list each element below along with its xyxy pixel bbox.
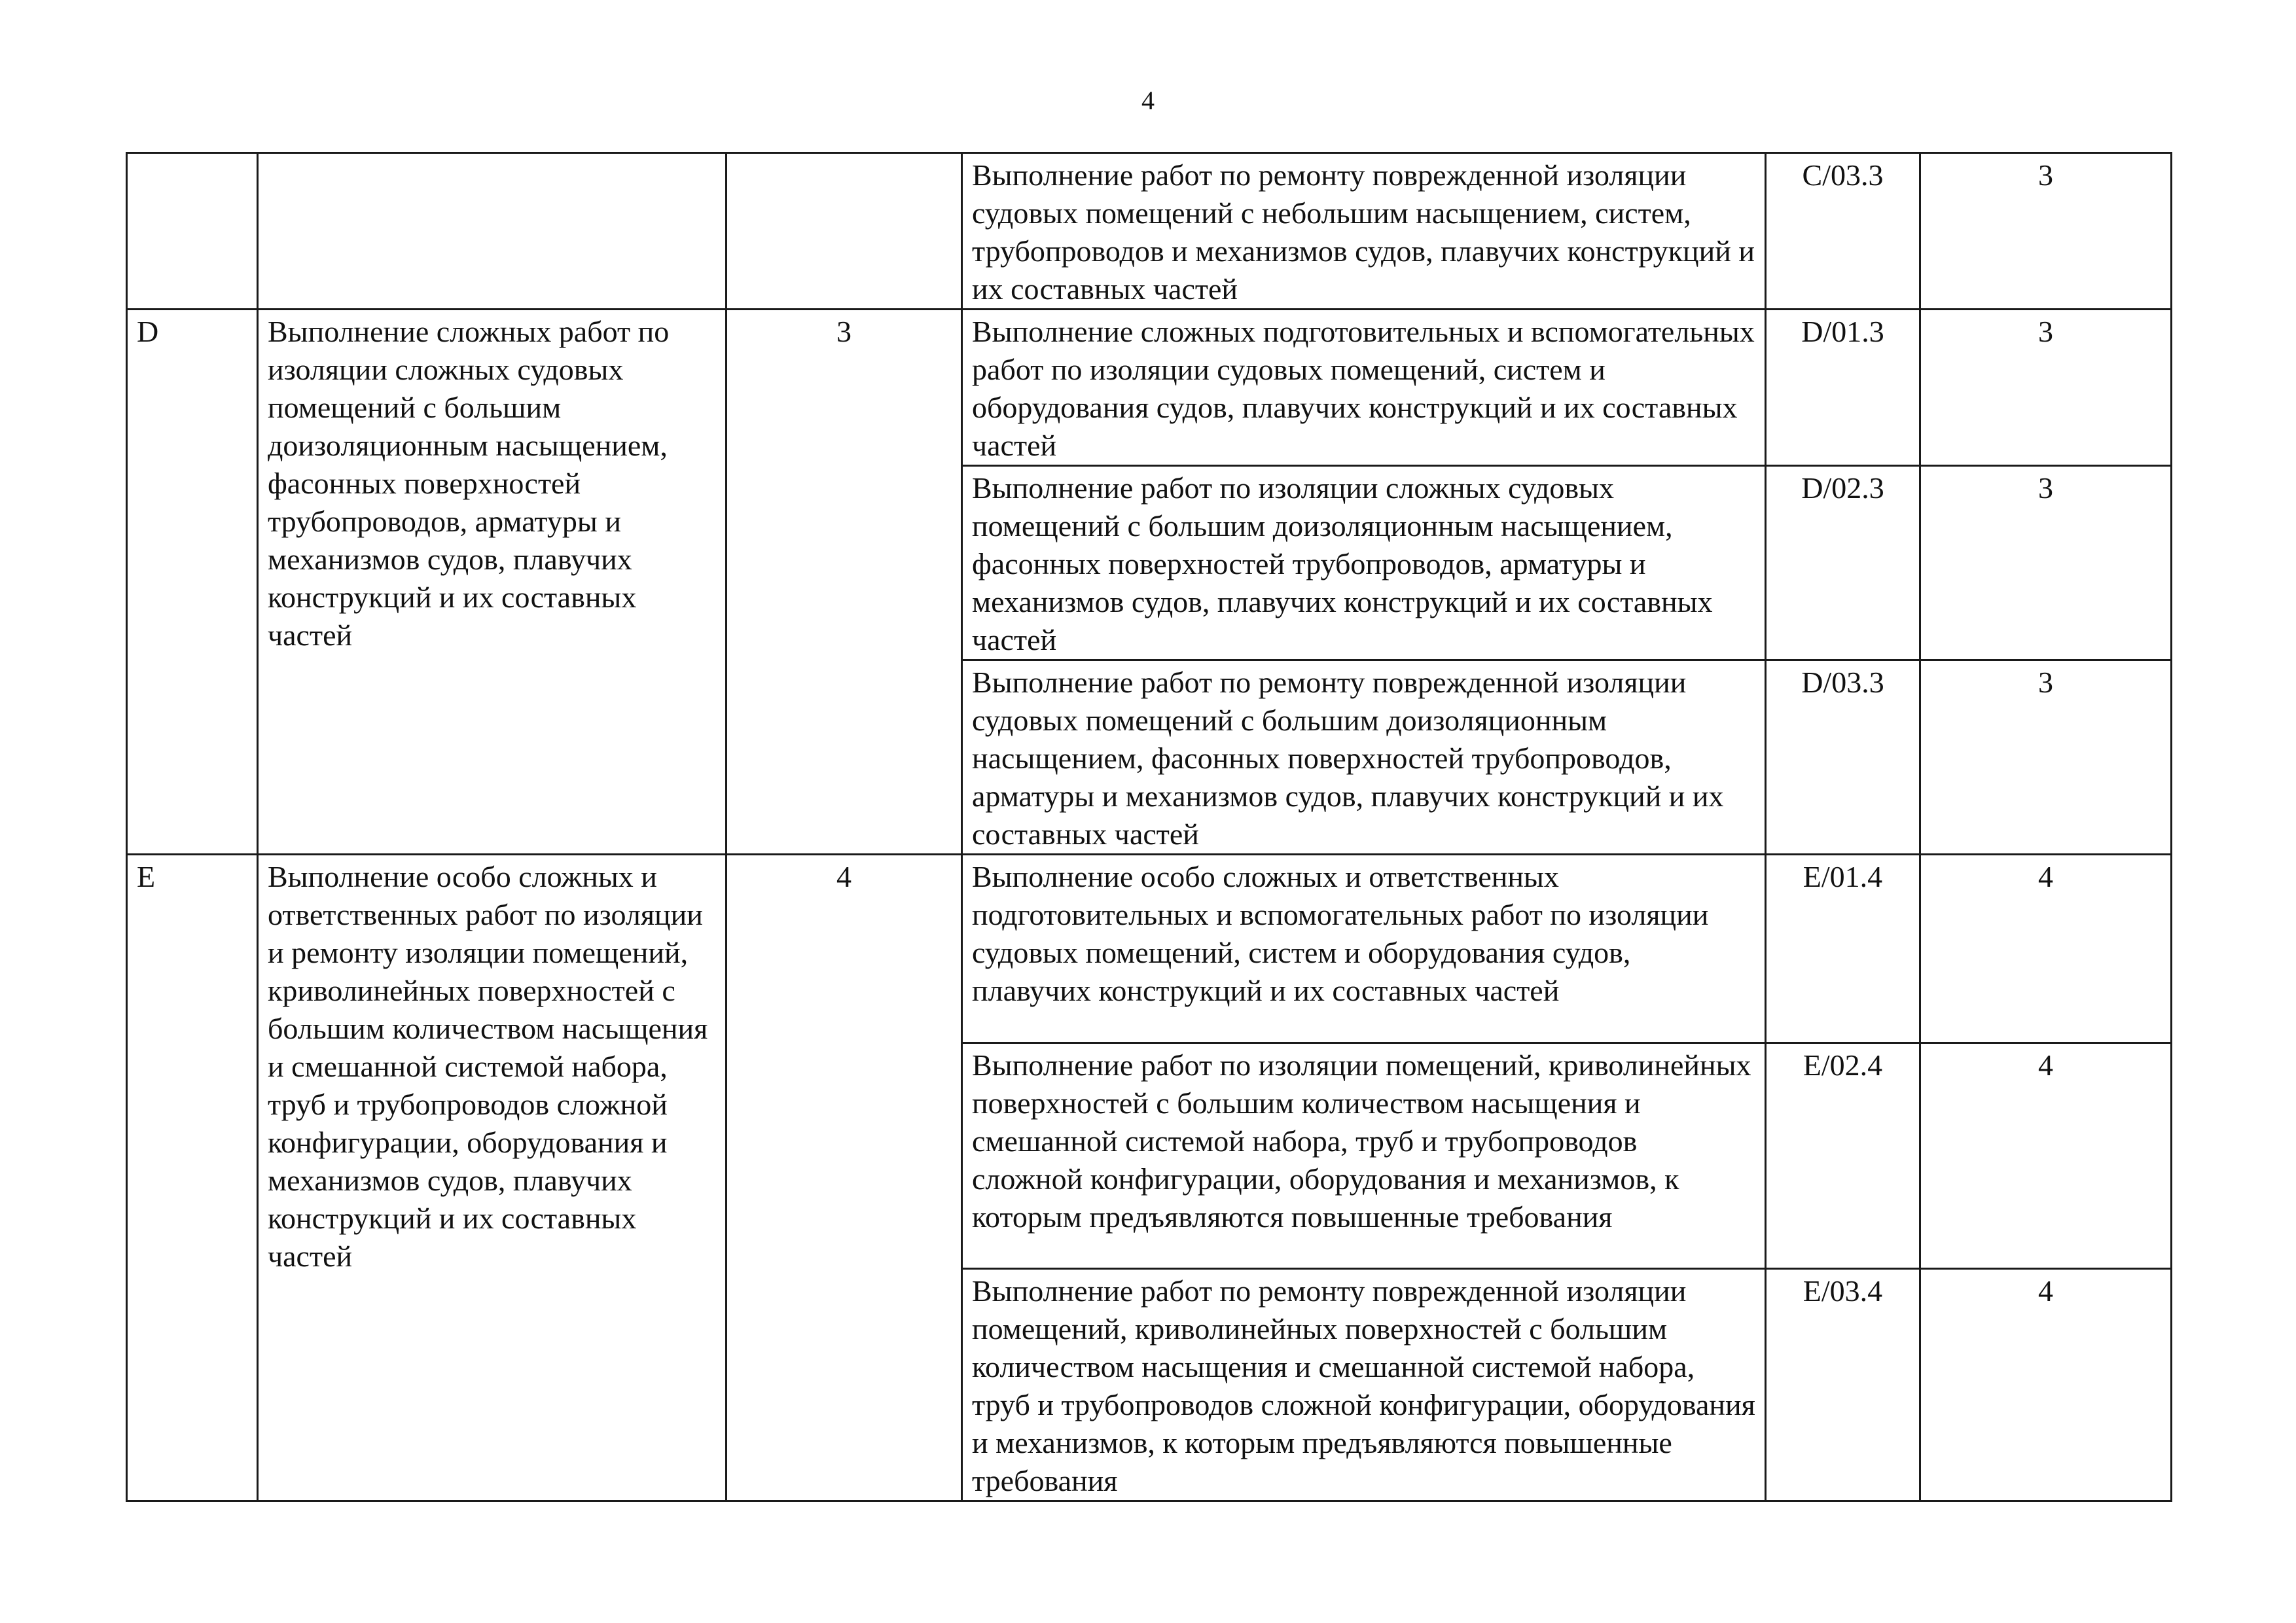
function-level-cell: 4 — [1920, 855, 2172, 1043]
function-level-cell: 3 — [1920, 466, 2172, 660]
table-row — [127, 310, 2172, 466]
gf-code-cell: D — [127, 310, 258, 855]
function-name-cell: Выполнение особо сложных и ответственных подготовительных и вспомогательных работ по изоляции судовых помещений, систем и оборудования судов, плавучих конструкций и их составных частей — [962, 855, 1766, 1043]
function-level-cell: 3 — [1920, 660, 2172, 855]
gf-name-cell — [258, 153, 726, 310]
gf-name-cell: Выполнение сложных работ по изоляции сложных судовых помещений с большим доизоляционным насыщением, фасонных поверхностей трубопроводов, арматуры и механизмов судов, плавучих конструкций и их составных частей — [258, 310, 726, 855]
function-level-cell: 3 — [1920, 310, 2172, 466]
function-code-cell: E/02.4 — [1766, 1043, 1920, 1269]
gf-code-cell — [127, 153, 258, 310]
table-row — [127, 153, 2172, 310]
gf-level-cell: 3 — [726, 310, 962, 855]
function-code-cell: C/03.3 — [1766, 153, 1920, 310]
function-code-cell: D/03.3 — [1766, 660, 1920, 855]
function-code-cell: D/02.3 — [1766, 466, 1920, 660]
page-number: 4 — [1141, 86, 1155, 115]
function-level-cell: 3 — [1920, 153, 2172, 310]
function-code-cell: E/03.4 — [1766, 1269, 1920, 1501]
function-name-cell: Выполнение работ по ремонту поврежденной изоляции судовых помещений с небольшим насыщением, систем, трубопроводов и механизмов судов, плавучих конструкций и их составных частей — [962, 153, 1766, 310]
functions-table — [126, 152, 2172, 1502]
gf-level-cell: 4 — [726, 855, 962, 1501]
function-code-cell: E/01.4 — [1766, 855, 1920, 1043]
gf-level-cell — [726, 153, 962, 310]
function-level-cell: 4 — [1920, 1269, 2172, 1501]
function-name-cell: Выполнение работ по изоляции помещений, криволинейных поверхностей с большим количеством насыщения и смешанной системой набора, труб и трубопроводов сложной конфигурации, оборудования и механизмов, к которым предъявляются повышенные требования — [962, 1043, 1766, 1269]
gf-name-cell: Выполнение особо сложных и ответственных работ по изоляции и ремонту изоляции помещений, криволинейных поверхностей с большим количеством насыщения и смешанной системой набора, труб и трубопроводов сложной конфигурации, оборудования и механизмов судов, плавучих конструкций и их составных частей — [258, 855, 726, 1501]
function-name-cell: Выполнение работ по изоляции сложных судовых помещений с большим доизоляционным насыщением, фасонных поверхностей трубопроводов, арматуры и механизмов судов, плавучих конструкций и их составных частей — [962, 466, 1766, 660]
gf-code-cell: E — [127, 855, 258, 1501]
function-code-cell: D/01.3 — [1766, 310, 1920, 466]
table-row — [127, 855, 2172, 1043]
function-name-cell: Выполнение работ по ремонту поврежденной изоляции помещений, криволинейных поверхностей с большим количеством насыщения и смешанной системой набора, труб и трубопроводов сложной конфигурации, оборудования и механизмов, к которым предъявляются повышенные требования — [962, 1269, 1766, 1501]
function-name-cell: Выполнение работ по ремонту поврежденной изоляции судовых помещений с большим доизоляционным насыщением, фасонных поверхностей трубопроводов, арматуры и механизмов судов, плавучих конструкций и их составных частей — [962, 660, 1766, 855]
function-level-cell: 4 — [1920, 1043, 2172, 1269]
function-name-cell: Выполнение сложных подготовительных и вспомогательных работ по изоляции судовых помещений, систем и оборудования судов, плавучих конструкций и их составных частей — [962, 310, 1766, 466]
